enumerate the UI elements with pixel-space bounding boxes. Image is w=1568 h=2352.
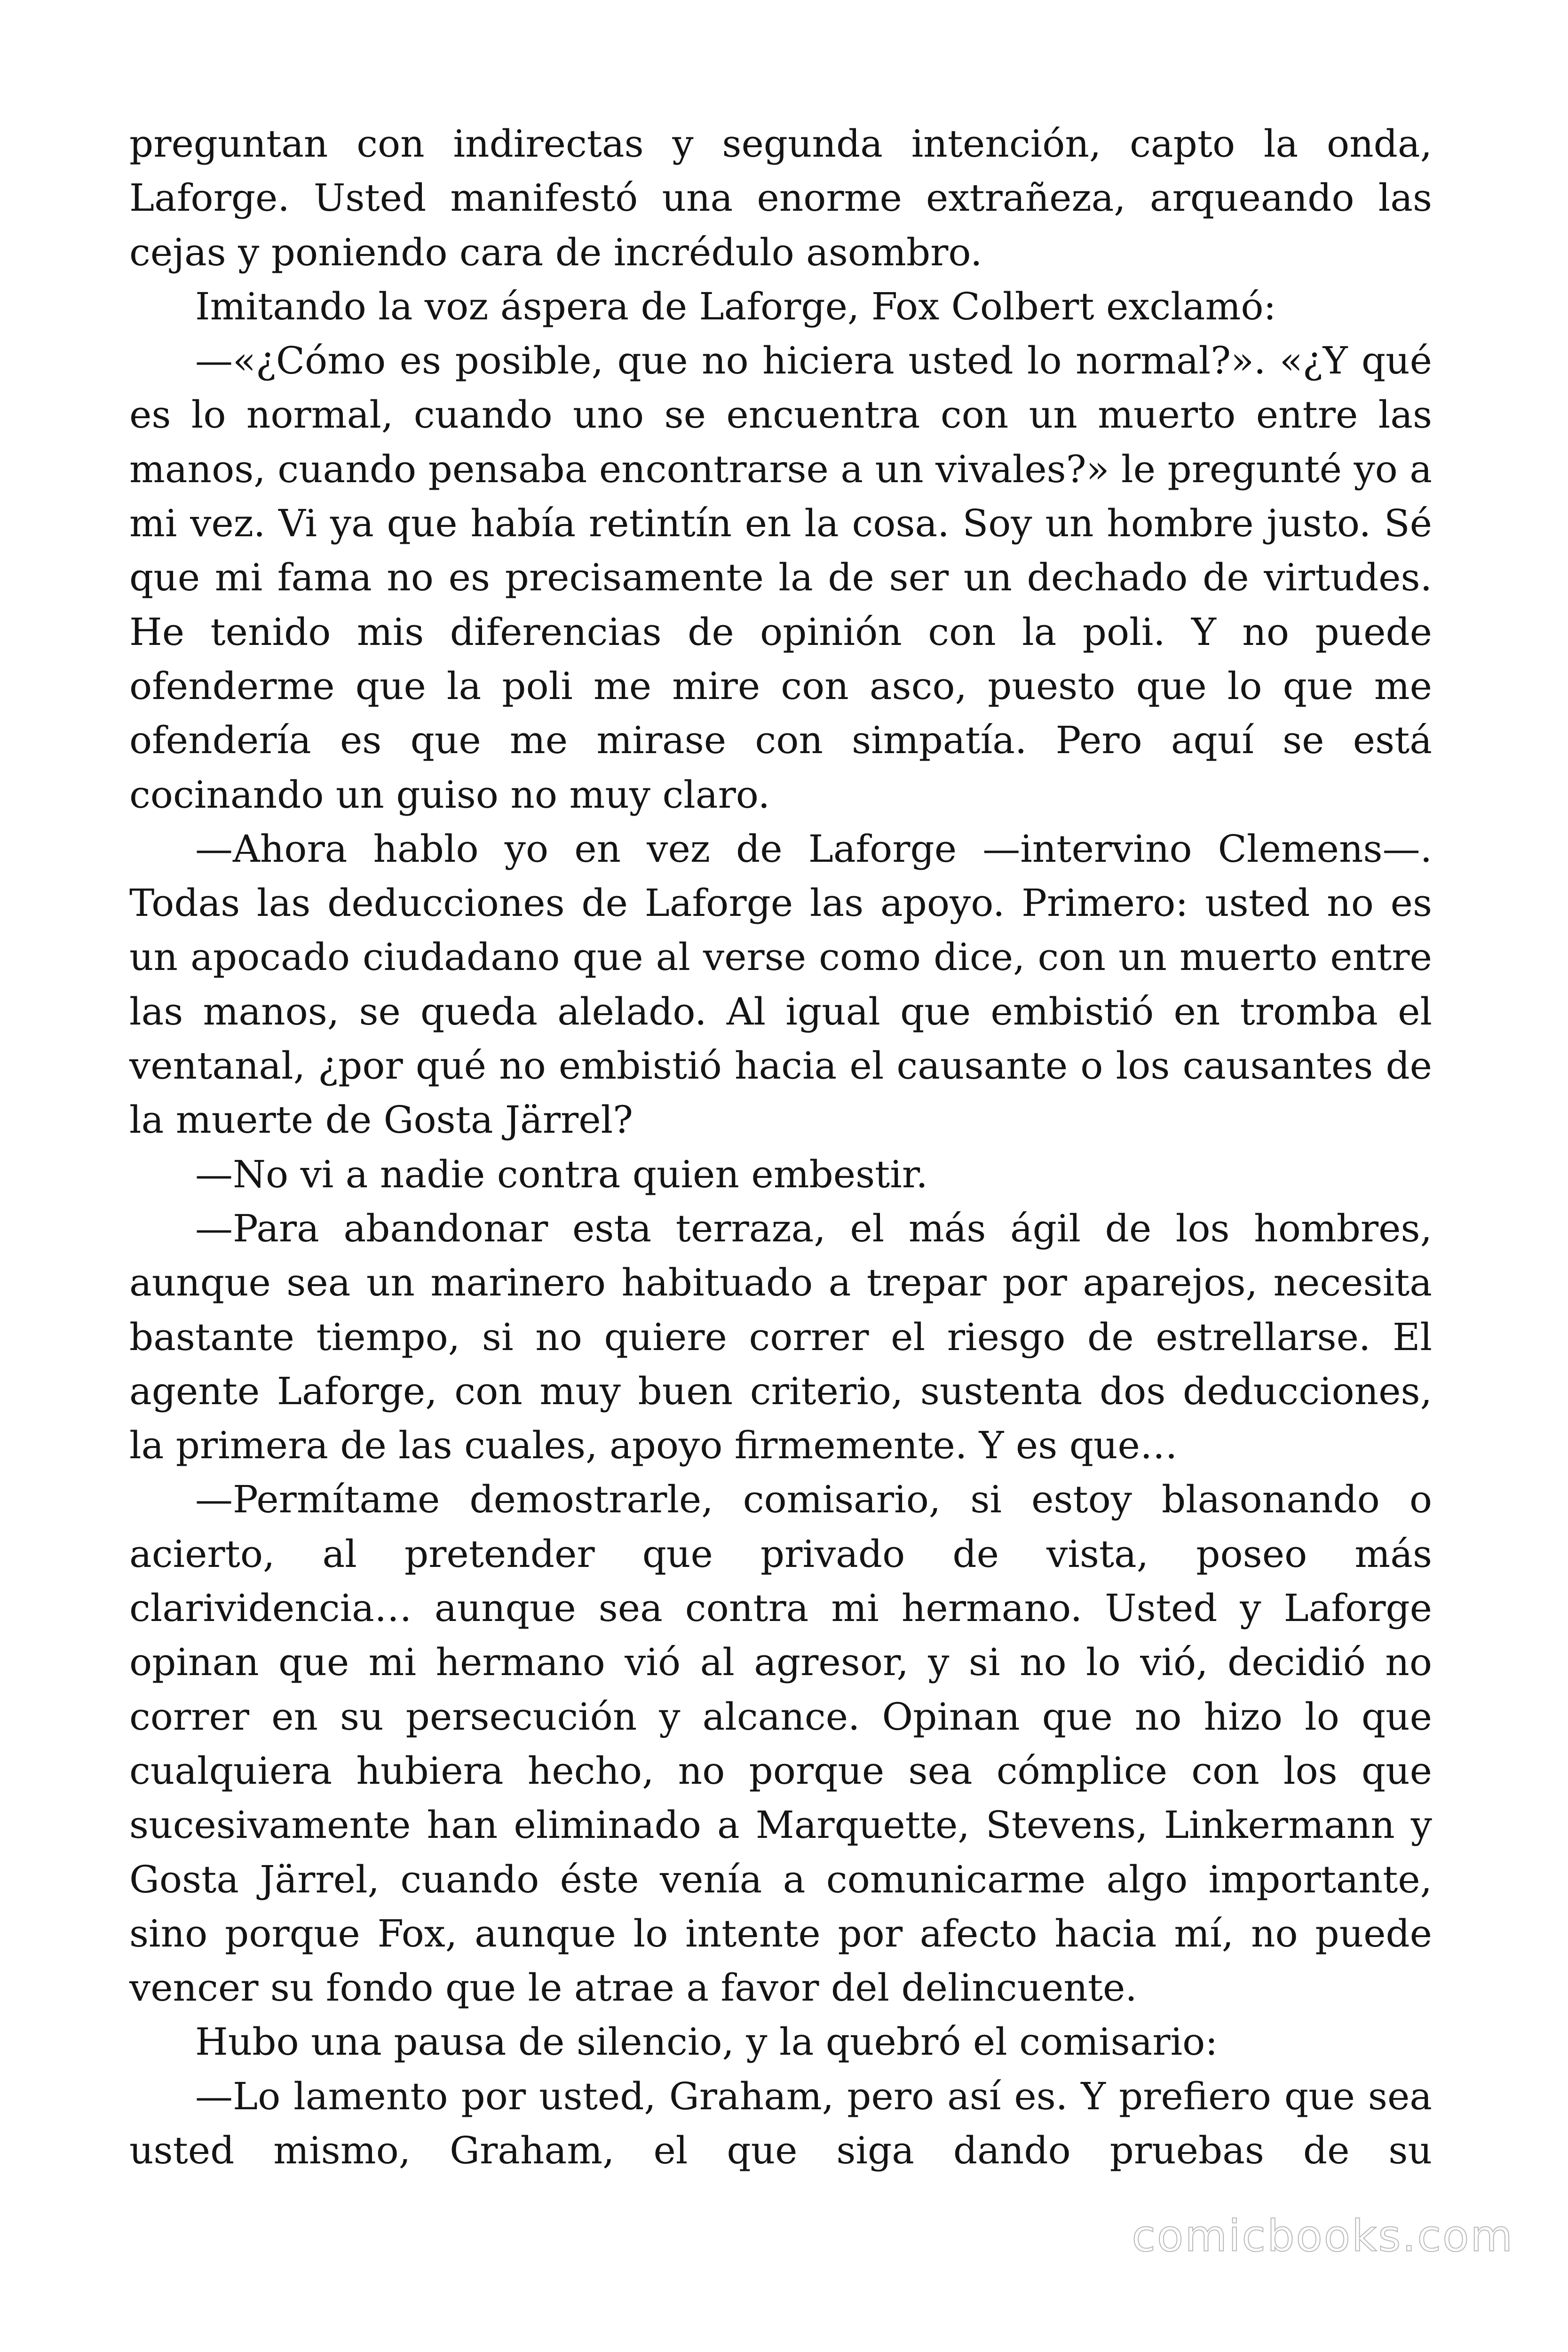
paragraph-dialogue-graham: —Permítame demostrarle, comisario, si estoy blasonando o acierto, al pretender que privado de vista, poseo más clarividencia… aunque sea contra mi hermano. Usted y Laforge opinan que mi hermano vió al agresor, y si no lo vió, decidió no correr en su persecución y alcance. Opinan que no hizo lo que cualquiera hubiera hecho, no porque sea cómplice con los que sucesivamente han eliminado a Marquette, Stevens, Linkermann y Gosta Järrel, cuando éste venía a comunicarme algo importante, sino porque Fox, aunque lo intente por afecto hacia mí, no puede vencer su fondo que le atrae a favor del delincuente.: [129, 1478, 1432, 2010]
paragraph-narration-pause: Hubo una pausa de silencio, y la quebró el comisario:: [195, 2020, 1218, 2064]
paragraph-dialogue-fox: —«¿Cómo es posible, que no hiciera usted lo normal?». «¿Y qué es lo normal, cuando uno se encuentra con un muerto entre las manos, cuando pensaba encontrarse a un vivales?» le pregunté yo a mi vez. Vi ya que había retintín en la cosa. Soy un hombre justo. Sé que mi fama no es precisamente la de ser un dechado de virtudes. He tenido mis diferencias de opinión con la poli. Y no puede ofenderme que la poli me mire con asco, puesto que lo que me ofendería es que me mirase con simpatía. Pero aquí se está cocinando un guiso no muy claro.: [129, 339, 1432, 817]
paragraph-dialogue-reply: —No vi a nadie contra quien embestir.: [195, 1152, 928, 1196]
paragraph-narration-voice: Imitando la voz áspera de Laforge, Fox Colbert exclamó:: [195, 284, 1276, 328]
paragraph-dialogue-clemens: —Ahora hablo yo en vez de Laforge —intervino Clemens—. Todas las deducciones de Laforge las apoyo. Primero: usted no es un apocado ciudadano que al verse como dice, con un muerto entre las manos, se queda alelado. Al igual que embistió en tromba el ventanal, ¿por qué no embistió hacia el causante o los causantes de la muerte de Gosta Järrel?: [129, 826, 1432, 1142]
page-text: [129, 117, 1432, 2177]
paragraph-continuation: preguntan con indirectas y segunda intención, capto la onda, Laforge. Usted manifestó una enorme extrañeza, arqueando las cejas y poniendo cara de incrédulo asombro.: [129, 122, 1432, 274]
paragraph-dialogue-commissioner: —Lo lamento por usted, Graham, pero así es. Y prefiero que sea usted mismo, Graham, el que siga dando pruebas de su: [129, 2074, 1432, 2172]
paragraph-dialogue-terrace: —Para abandonar esta terraza, el más ágil de los hombres, aunque sea un marinero habituado a trepar por aparejos, necesita bastante tiempo, si no quiere correr el riesgo de estrellarse. El agente Laforge, con muy buen criterio, sustenta dos deducciones, la primera de las cuales, apoyo firmemente. Y es que…: [129, 1206, 1432, 1468]
watermark-logo: comicbooks.com: [1132, 2211, 1514, 2261]
